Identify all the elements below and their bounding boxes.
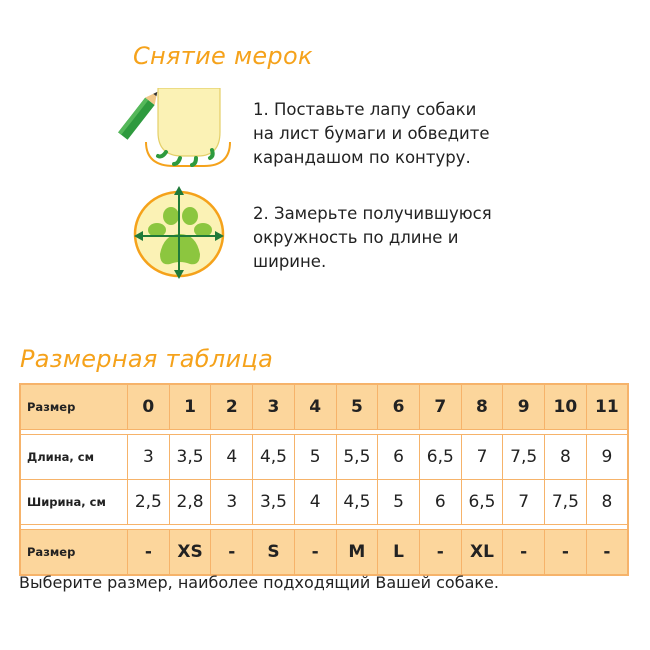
width-cell: 8 [586, 480, 628, 525]
length-cell: 7,5 [503, 435, 545, 480]
size-table [19, 383, 629, 576]
size-letter-cell: S [253, 530, 295, 576]
step-2-line-1: 2. Замерьте получившуюся [253, 204, 492, 223]
width-cell: 3,5 [253, 480, 295, 525]
size-cell: 0 [128, 384, 170, 430]
length-cell: 5 [294, 435, 336, 480]
length-cell: 3 [128, 435, 170, 480]
size-cell: 10 [545, 384, 587, 430]
width-cell: 2,5 [128, 480, 170, 525]
length-cell: 7 [461, 435, 503, 480]
size-number-row [20, 384, 628, 430]
size-letter-label: Размер [20, 530, 128, 576]
width-cell: 6,5 [461, 480, 503, 525]
width-cell: 3 [211, 480, 253, 525]
width-cell: 4 [294, 480, 336, 525]
measure-heading: Снятие мерок [133, 42, 313, 70]
length-label: Длина, см [20, 435, 128, 480]
size-cell: 7 [419, 384, 461, 430]
width-cell: 4,5 [336, 480, 378, 525]
length-cell: 5,5 [336, 435, 378, 480]
size-letter-cell: XL [461, 530, 503, 576]
width-row [20, 480, 628, 525]
length-cell: 4,5 [253, 435, 295, 480]
size-cell: 1 [169, 384, 211, 430]
size-letter-cell: - [294, 530, 336, 576]
size-cell: 3 [253, 384, 295, 430]
size-letter-cell: - [419, 530, 461, 576]
size-cell: 2 [211, 384, 253, 430]
size-letter-cell: - [586, 530, 628, 576]
width-cell: 7,5 [545, 480, 587, 525]
size-cell: 4 [294, 384, 336, 430]
size-cell: 5 [336, 384, 378, 430]
length-cell: 9 [586, 435, 628, 480]
step-2-line-3: ширине. [253, 252, 327, 271]
width-cell: 2,8 [169, 480, 211, 525]
length-cell: 4 [211, 435, 253, 480]
step-1-line-3: карандашом по контуру. [253, 148, 471, 167]
step-2-line-2: окружность по длине и [253, 228, 459, 247]
width-cell: 5 [378, 480, 420, 525]
size-table-heading: Размерная таблица [20, 345, 274, 373]
size-cell: 9 [503, 384, 545, 430]
size-cell: 11 [586, 384, 628, 430]
footer-note: Выберите размер, наиболее подходящий Вашей собаке. [19, 573, 499, 592]
length-cell: 8 [545, 435, 587, 480]
size-letter-row [20, 530, 628, 576]
size-letter-cell: - [211, 530, 253, 576]
width-cell: 7 [503, 480, 545, 525]
length-row [20, 435, 628, 480]
length-cell: 6,5 [419, 435, 461, 480]
step-1-line-1: 1. Поставьте лапу собаки [253, 100, 477, 119]
size-letter-cell: - [128, 530, 170, 576]
width-label: Ширина, см [20, 480, 128, 525]
size-label: Размер [20, 384, 128, 430]
size-letter-cell: L [378, 530, 420, 576]
length-cell: 3,5 [169, 435, 211, 480]
length-cell: 6 [378, 435, 420, 480]
step-2-text [253, 202, 633, 274]
size-letter-cell: - [545, 530, 587, 576]
size-letter-cell: M [336, 530, 378, 576]
size-cell: 8 [461, 384, 503, 430]
paw-tracing-icon [112, 88, 242, 170]
size-cell: 6 [378, 384, 420, 430]
size-letter-cell: XS [169, 530, 211, 576]
step-1-line-2: на лист бумаги и обведите [253, 124, 490, 143]
width-cell: 6 [419, 480, 461, 525]
paw-print-measure-icon [130, 182, 228, 282]
size-letter-cell: - [503, 530, 545, 576]
step-1-text [253, 98, 633, 170]
